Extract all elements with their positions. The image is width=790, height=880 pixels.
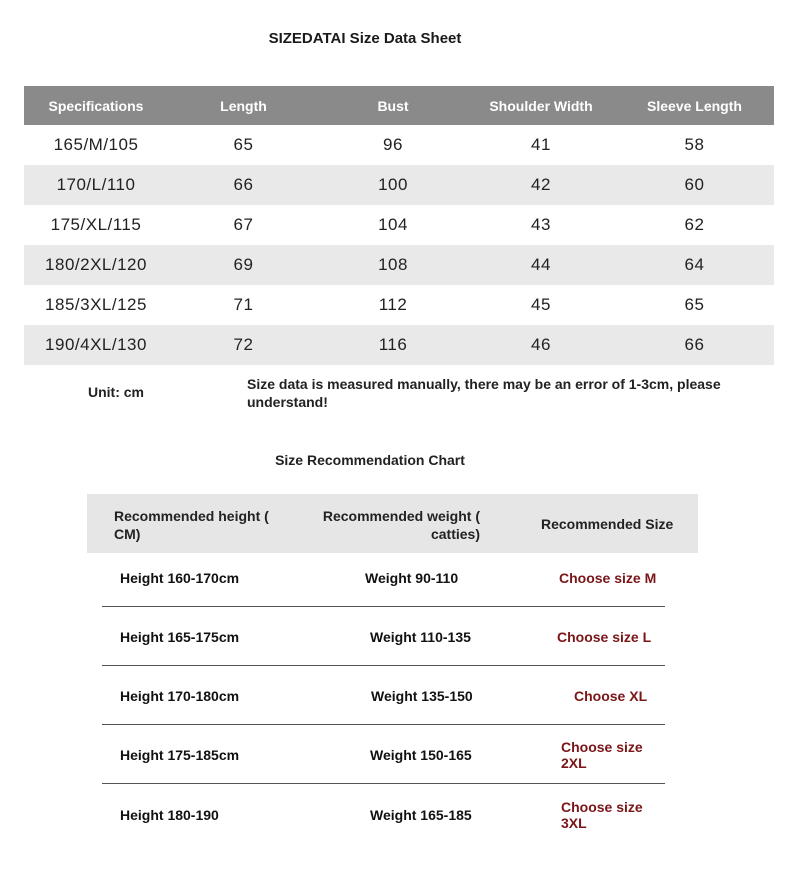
table-cell: 62 (684, 215, 705, 234)
table-cell: 116 (319, 325, 467, 365)
table-cell: 67 (233, 215, 254, 234)
size-sheet-title: SIZEDATAI Size Data Sheet (268, 30, 462, 47)
column-header: Bust (319, 86, 467, 125)
table-cell: 45 (531, 295, 551, 314)
recommendation-row (102, 607, 665, 666)
table-cell: 175/XL/115 (50, 215, 142, 234)
recommendation-row (102, 725, 665, 784)
unit-label: Unit: cm (88, 384, 144, 400)
height-range: Height 165-175cm (120, 628, 240, 645)
header-weight: Recommended weight ( catties) (322, 508, 480, 542)
table-cell: 185/3XL/125 (45, 295, 147, 314)
recommendation-row (102, 548, 665, 607)
table-cell: 108 (319, 245, 467, 285)
recommended-size: Choose size L (557, 628, 652, 645)
table-cell: 66 (168, 165, 319, 205)
recommended-size: Choose size 2XL (561, 738, 643, 771)
table-row (24, 165, 774, 205)
recommended-size: Choose XL (574, 687, 648, 704)
table-cell: 65 (233, 135, 254, 154)
weight-range: Weight 110-135 (370, 628, 471, 645)
table-cell: 71 (233, 295, 254, 314)
weight-range: Weight 135-150 (371, 687, 473, 704)
column-header: Sleeve Length (615, 86, 774, 125)
table-cell: 64 (615, 245, 774, 285)
column-header: Shoulder Width (467, 86, 615, 125)
recommendation-row (102, 785, 665, 844)
table-cell: 41 (531, 135, 551, 154)
table-cell: 104 (378, 215, 408, 234)
row-divider (102, 783, 665, 784)
weight-range: Weight 90-110 (365, 569, 459, 586)
recommended-size: Choose size 3XL (561, 798, 643, 831)
height-range: Height 160-170cm (120, 569, 240, 586)
table-row (24, 125, 774, 165)
table-cell: 170/L/110 (24, 165, 168, 205)
table-cell: 72 (168, 325, 319, 365)
table-cell: 100 (319, 165, 467, 205)
table-cell: 112 (378, 295, 408, 314)
weight-range: Weight 165-185 (370, 806, 472, 823)
header-height: Recommended height ( CM) (114, 508, 269, 542)
table-cell: 46 (467, 325, 615, 365)
table-cell: 96 (383, 135, 403, 154)
table-cell: 165/M/105 (53, 135, 139, 154)
table-cell: 60 (615, 165, 774, 205)
table-cell: 42 (467, 165, 615, 205)
table-header-row (24, 86, 774, 125)
table-row (24, 245, 774, 285)
table-cell: 58 (684, 135, 705, 154)
table-cell: 44 (467, 245, 615, 285)
recommendation-row (102, 666, 665, 725)
recommendation-header (87, 494, 698, 553)
column-header: Length (168, 86, 319, 125)
table-row (24, 285, 774, 325)
header-size: Recommended Size (541, 516, 674, 532)
table-cell: 69 (168, 245, 319, 285)
table-row (24, 325, 774, 365)
table-row (24, 205, 774, 245)
height-range: Height 170-180cm (120, 687, 240, 704)
size-data-table (24, 86, 774, 365)
table-cell: 180/2XL/120 (24, 245, 168, 285)
height-range: Height 175-185cm (120, 746, 240, 763)
table-cell: 43 (531, 215, 551, 234)
recommended-size: Choose size M (559, 569, 657, 586)
weight-range: Weight 150-165 (370, 746, 472, 763)
recommendation-title: Size Recommendation Chart (275, 452, 465, 468)
table-cell: 65 (684, 295, 705, 314)
column-header: Specifications (24, 86, 168, 125)
height-range: Height 180-190 (120, 806, 219, 823)
measurement-note: Size data is measured manually, there may be an error of 1-3cm, please understand! (247, 376, 721, 410)
table-cell: 66 (615, 325, 774, 365)
table-cell: 190/4XL/130 (24, 325, 168, 365)
